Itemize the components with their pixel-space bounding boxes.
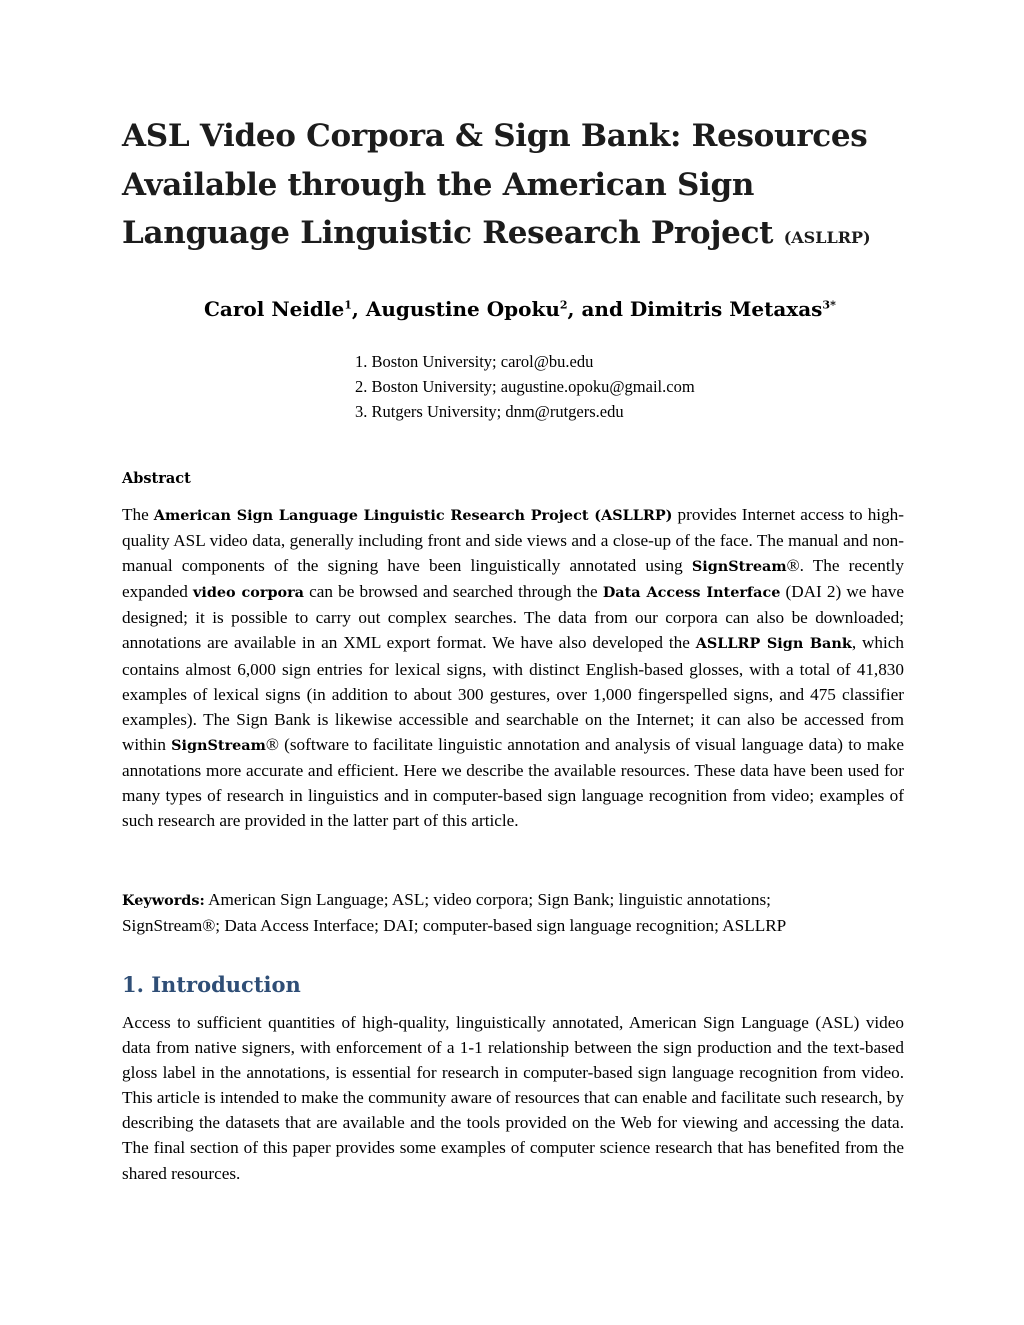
abstract-text-run: (DAI 2) we have designed; it is possible to carry out complex searches. The data from our corpora can also be downloaded; annotations are available in an XML export format. We have also developed the [122, 582, 905, 653]
author-separator: , [351, 297, 366, 321]
abstract-paragraph [122, 502, 904, 833]
paper-title [122, 112, 922, 263]
author-affiliation-mark: 2 [559, 298, 568, 312]
affiliation-list [355, 349, 915, 424]
abstract-emphasis: American Sign Language Linguistic Research Project (ASLLRP) [153, 507, 673, 524]
affiliation-line: 3. Rutgers University; dnm@rutgers.edu [355, 402, 624, 421]
abstract-emphasis: SignStream [691, 558, 787, 576]
author-affiliation-mark: 1 [344, 298, 352, 312]
author-name: Dimitris Metaxas [629, 297, 823, 321]
abstract-text-run: ®. The recently expanded [122, 556, 904, 602]
author-list [204, 294, 904, 324]
author-affiliation-mark: 3* [822, 298, 836, 312]
abstract-emphasis: video corpora [193, 584, 305, 602]
keywords-paragraph [122, 887, 904, 938]
abstract-heading: Abstract [122, 470, 191, 487]
author-name: Augustine Opoku [365, 297, 560, 321]
author-name: Carol Neidle [204, 297, 345, 321]
affiliation-line: 1. Boston University; carol@bu.edu [355, 352, 594, 371]
abstract-text-run: , which contains almost 6,000 sign entries for lexical signs, with distinct English-based glosses, with a total of 41,830 examples of lexical signs (in addition to about 300 gestures, over 1,000 fingerspelled signs, and 475 classifier examples). The Sign Bank is likewise accessible and searchable on the Internet; it can also be accessed from within [122, 633, 904, 754]
introduction-paragraph: Access to sufficient quantities of high-quality, linguistically annotated, American Sign Language (ASL) video data from native signers, with enforcement of a 1-1 relationship between the sign production and the text-based gloss label in the annotations, is essential for research in computer-based sign language recognition from video. This article is intended to make the community aware of resources that can enable and facilitate such research, by describing the datasets that are available and the tools provided on the Web for viewing and accessing the data. The final section of this paper provides some examples of computer science research that has benefited from the shared resources. [122, 1013, 904, 1183]
author-separator: , and [567, 297, 630, 321]
abstract-text-run: can be browsed and searched through the [304, 582, 603, 602]
affiliation-line: 2. Boston University; augustine.opoku@gmail.com [355, 377, 695, 396]
paper-title-acronym: (ASLLRP) [783, 228, 871, 247]
keywords-label: Keywords: [122, 892, 205, 909]
paper-title-main: ASL Video Corpora & Sign Bank: Resources Available through the American Sign Language Linguistic Research Project [122, 118, 868, 251]
introduction-heading: 1. Introduction [122, 972, 301, 997]
keywords-line: American Sign Language; ASL; video corpora; Sign Bank; linguistic annotations; [204, 890, 771, 909]
keywords-line: SignStream®; Data Access Interface; DAI; computer-based sign language recognition; ASLLRP [122, 916, 787, 936]
abstract-text-run: provides Internet access to high-quality ASL video data, generally including front and side views and a close-up of the face. The manual and non-manual components of the signing have been linguistically annotated using [122, 505, 904, 576]
abstract-emphasis: SignStream [171, 736, 266, 754]
abstract-emphasis: Data Access Interface [602, 584, 781, 602]
abstract-text-run: The [122, 505, 154, 524]
abstract-text-run: ® (software to facilitate linguistic annotation and analysis of visual language data) to make annotations more accurate and efficient. Here we describe the available resources. These data have been used for many types of research in linguistics and in computer-based sign language recognition from video; examples of such research are provided in the latter part of this article. [122, 734, 904, 831]
abstract-emphasis: ASLLRP Sign Bank [695, 635, 852, 653]
